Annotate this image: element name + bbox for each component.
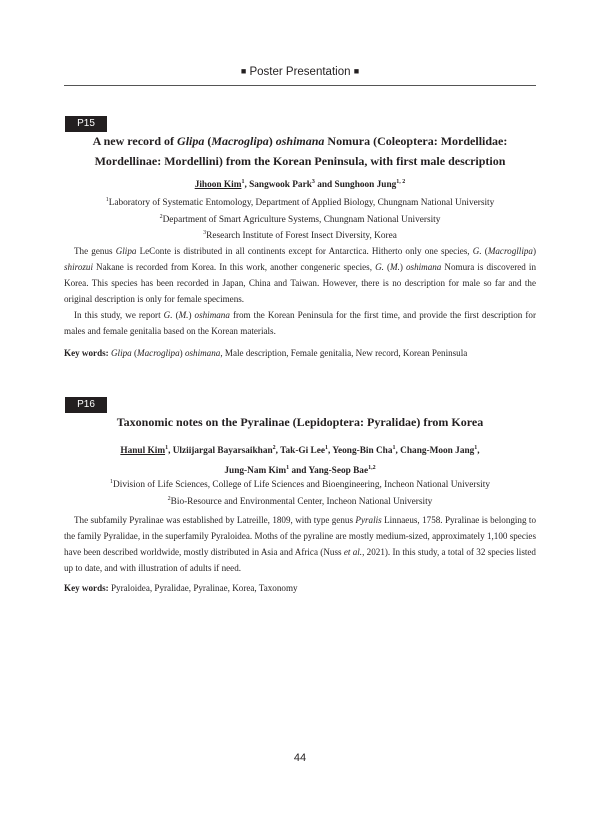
p15-abstract	[64, 243, 536, 339]
header-rule	[64, 85, 536, 86]
p16-affiliation: $^1$Division of Life Sciences, College of Life Sciences and Bioengineering, Incheon National University	[110, 479, 490, 491]
header-square-right: ■	[353, 66, 360, 76]
page-number: 44	[293, 752, 307, 764]
p15-authors: Jihoon Kim$^1$, Sangwook Park$^3$ and Sunghoon Jung$^{1, 2}$	[194, 179, 406, 191]
p16-author-presenter: Hanul Kim	[120, 446, 166, 457]
p15-author-presenter: Jihoon Kim	[194, 180, 242, 191]
header-title: Poster Presentation	[249, 66, 351, 78]
p16-title: Taxonomic notes on the Pyralinae (Lepidoptera: Pyralidae) from Korea	[116, 415, 484, 429]
p15-affiliation: $^2$Department of Smart Agriculture Systems, Chungnam National University	[159, 213, 441, 225]
p15-affiliations	[64, 194, 536, 244]
p15-affiliation: $^3$Research Institute of Forest Insect Diversity, Korea	[203, 230, 397, 242]
p16-authors	[64, 440, 536, 480]
p16-keywords-label: Key words:	[64, 583, 109, 593]
p16-abstract-para: The subfamily Pyralinae was established by Latreille, 1809, with type genus Pyralis Linnaeus, 1758. Pyralinae is belonging to the family Pyralidae, in the superfamily Pyraloidea. Moths of the pyraline are mostly medium-sized, approximately 1,100 species have been described worldwide, mostly distributed in Asia and Africa (Nuss et al., 2021). In this study, a total of 32 species listed up to date, and with illustration of adults if need.	[64, 515, 536, 573]
p15-author: Sunghoon Jung	[334, 180, 397, 191]
p16-abstract	[64, 512, 536, 576]
p15-affiliation: $^1$Laboratory of Systematic Entomology, Department of Applied Biology, Chungnam National University	[105, 197, 495, 209]
p15-author: Sangwook Park	[249, 180, 312, 191]
p16-affiliations	[64, 476, 536, 509]
p15-title-line1: A new record of Glipa (Macroglipa) oshimana Nomura (Coleoptera: Mordellidae:	[92, 134, 508, 148]
p15-abstract-para1: The genus Glipa LeConte is distributed in all continents except for Antarctica. Hitherto only one species, G. (Macrogllipa) shirozui Nakane is recorded from Korea. In this work, another congeneric species, G. (M.) oshimana Nomura is discovered in Korea. This species has been recorded in Japan, China and Taiwan. However, there is no description for male so far and the original description is only for female specimens.	[64, 246, 536, 304]
p15-title-line2: Mordellinae: Mordellini) from the Korean Peninsula, with first male description	[94, 154, 506, 168]
p15-title	[64, 131, 536, 171]
running-header	[64, 66, 536, 78]
p15-keywords: Key words: Glipa (Macroglipa) oshimana, Male description, Female genitalia, New record, Korean Peninsula	[64, 348, 468, 358]
p16-badge: P16	[65, 397, 107, 413]
p16-authors-line2: Jung-Nam Kim$^1$ and Yang-Seop Bae$^{1,2}$	[224, 465, 376, 477]
header-square-left: ■	[240, 66, 247, 76]
p16-affiliation: $^2$Bio-Resource and Environmental Center, Incheon National University	[167, 495, 433, 507]
p15-badge: P15	[65, 116, 107, 132]
p16-keywords: Key words: Pyraloidea, Pyralidae, Pyralinae, Korea, Taxonomy	[64, 583, 298, 593]
p15-abstract-para2: In this study, we report G. (M.) oshimana from the Korean Peninsula for the first time, and provide the first description for males and female genitalia based on the Korean materials.	[64, 310, 536, 336]
p16-authors-line1: Hanul Kim$^1$, Ulziijargal Bayarsaikhan$^2$, Tak-Gi Lee$^1$, Yeong-Bin Cha$^1$, Chang-Moon Jang$^1$,	[120, 445, 480, 457]
p15-keywords-label: Key words:	[64, 348, 109, 358]
